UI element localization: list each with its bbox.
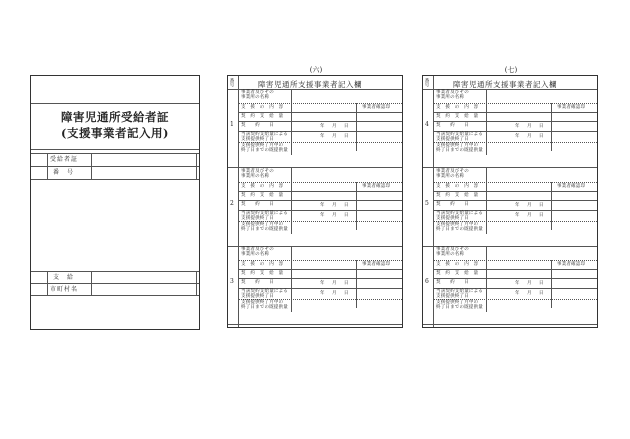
date-month: 月 [332, 291, 337, 296]
row-label: 事業者及びその [241, 169, 274, 174]
cover-title-line2: (支援事業者記入用) [61, 126, 169, 140]
row-label: 契 約 日 [241, 202, 274, 207]
row-label: 支援提供終了日 [436, 137, 469, 142]
row-label: 契 約 支 給 量 [241, 193, 284, 198]
row-label: 契 約 日 [436, 123, 469, 128]
row-label: 契 約 支 給 量 [241, 114, 284, 119]
panel-title: 障害児通所支援事業者記入欄 [453, 80, 557, 89]
date-month: 月 [332, 203, 337, 208]
date-year: 年 [320, 291, 325, 296]
date-day: 日 [344, 291, 349, 296]
date-year: 年 [515, 124, 520, 129]
date-year: 年 [515, 281, 520, 286]
slot-number: 5 [425, 200, 429, 207]
row-label: 支 援 の 内 容 [241, 105, 284, 110]
row-label: 契 約 支 給 量 [436, 114, 479, 119]
date-month: 月 [332, 281, 337, 286]
slot-number: 4 [425, 121, 429, 128]
date-day: 日 [539, 203, 544, 208]
row-label: 事業所の名称 [241, 252, 270, 257]
confirm-stamp-label: 事業者確認印 [362, 184, 391, 189]
row-label: 支援提供終了日 [241, 216, 274, 221]
row-label: 支援提供終了月中の [241, 222, 284, 227]
confirm-stamp-label: 事業者確認印 [557, 184, 586, 189]
row-label: 事業者及びその [241, 247, 274, 252]
row-label: 事業者及びその [436, 90, 469, 95]
row-label: 支援提供終了月中の [436, 143, 479, 148]
row-label: 事業者及びその [436, 169, 469, 174]
row-label: 支援提供終了月中の [436, 300, 479, 305]
recipient-label: 受給者証 [50, 156, 79, 163]
row-label: 当該契約支給量による [436, 289, 483, 294]
number-label: 番 号 [53, 169, 75, 176]
row-label: 事業所の名称 [436, 252, 465, 257]
date-day: 日 [344, 124, 349, 129]
confirm-stamp-label: 事業者確認印 [557, 105, 586, 110]
row-label: 当該契約支給量による [436, 211, 483, 216]
row-label: 終了日までの既提供量 [436, 227, 483, 232]
date-month: 月 [527, 124, 532, 129]
provider-panel-6 [227, 66, 403, 328]
row-label: 事業所の名称 [241, 95, 270, 100]
date-year: 年 [515, 134, 520, 139]
row-label: 終了日までの既提供量 [436, 305, 483, 310]
row-label: 支援提供終了日 [241, 137, 274, 142]
slot-number: 1 [230, 121, 234, 128]
slot-number: 2 [230, 200, 234, 207]
row-label: 事業者及びその [241, 90, 274, 95]
payer-label: 支 給 [53, 274, 75, 281]
panel-page-no: (七) [504, 66, 518, 74]
date-year: 年 [515, 203, 520, 208]
row-label: 当該契約支給量による [436, 132, 483, 137]
date-month: 月 [332, 124, 337, 129]
row-label: 支 援 の 内 容 [436, 184, 479, 189]
row-label: 当該契約支給量による [241, 211, 288, 216]
date-day: 日 [539, 281, 544, 286]
cover-title-line1: 障害児通所受給者証 [61, 110, 169, 124]
slot-number: 3 [230, 278, 234, 285]
row-label: 支 援 の 内 容 [241, 262, 284, 267]
row-label: 終了日までの既提供量 [241, 305, 288, 310]
date-year: 年 [515, 213, 520, 218]
row-label: 契 約 日 [436, 202, 469, 207]
date-month: 月 [527, 203, 532, 208]
confirm-stamp-label: 事業者確認印 [557, 262, 586, 267]
date-year: 年 [515, 291, 520, 296]
row-label: 支援提供終了日 [436, 294, 469, 299]
row-label: 契 約 日 [436, 280, 469, 285]
row-label: 事業所の名称 [436, 174, 465, 179]
row-label: 契 約 支 給 量 [436, 271, 479, 276]
row-label: 支 援 の 内 容 [436, 262, 479, 267]
row-label: 支 援 の 内 容 [436, 105, 479, 110]
row-label: 支援提供終了日 [436, 216, 469, 221]
slot-number: 6 [425, 278, 429, 285]
date-month: 月 [332, 134, 337, 139]
row-label: 契 約 日 [241, 280, 274, 285]
row-label: 支援提供終了日 [241, 294, 274, 299]
row-label: 終了日までの既提供量 [241, 148, 288, 153]
row-label: 事業者及びその [436, 247, 469, 252]
date-month: 月 [527, 213, 532, 218]
row-label: 終了日までの既提供量 [241, 227, 288, 232]
date-day: 日 [344, 203, 349, 208]
confirm-stamp-label: 事業者確認印 [362, 105, 391, 110]
slot-header: 番号 [229, 78, 234, 88]
row-label: 当該契約支給量による [241, 289, 288, 294]
row-label: 契 約 支 給 量 [241, 271, 284, 276]
confirm-stamp-label: 事業者確認印 [362, 262, 391, 267]
date-day: 日 [344, 213, 349, 218]
date-year: 年 [320, 213, 325, 218]
date-day: 日 [344, 134, 349, 139]
date-day: 日 [539, 213, 544, 218]
row-label: 契 約 日 [241, 123, 274, 128]
row-label: 事業所の名称 [241, 174, 270, 179]
date-month: 月 [527, 291, 532, 296]
row-label: 契 約 支 給 量 [436, 193, 479, 198]
row-label: 支 援 の 内 容 [241, 184, 284, 189]
date-year: 年 [320, 134, 325, 139]
date-year: 年 [320, 203, 325, 208]
row-label: 支援提供終了月中の [436, 222, 479, 227]
municipality-label: 市町村名 [50, 286, 79, 293]
date-month: 月 [332, 213, 337, 218]
date-day: 日 [539, 134, 544, 139]
panel-page-no: (六) [309, 66, 323, 74]
slot-header: 番号 [424, 78, 429, 88]
date-month: 月 [527, 134, 532, 139]
row-label: 支援提供終了月中の [241, 143, 284, 148]
date-day: 日 [344, 281, 349, 286]
row-label: 終了日までの既提供量 [436, 148, 483, 153]
date-day: 日 [539, 124, 544, 129]
panel-title: 障害児通所支援事業者記入欄 [258, 80, 362, 89]
row-label: 事業所の名称 [436, 95, 465, 100]
provider-panel-7 [422, 66, 598, 328]
date-day: 日 [539, 291, 544, 296]
row-label: 当該契約支給量による [241, 132, 288, 137]
date-month: 月 [527, 281, 532, 286]
cover-card [30, 75, 200, 330]
row-label: 支援提供終了月中の [241, 300, 284, 305]
date-year: 年 [320, 124, 325, 129]
date-year: 年 [320, 281, 325, 286]
